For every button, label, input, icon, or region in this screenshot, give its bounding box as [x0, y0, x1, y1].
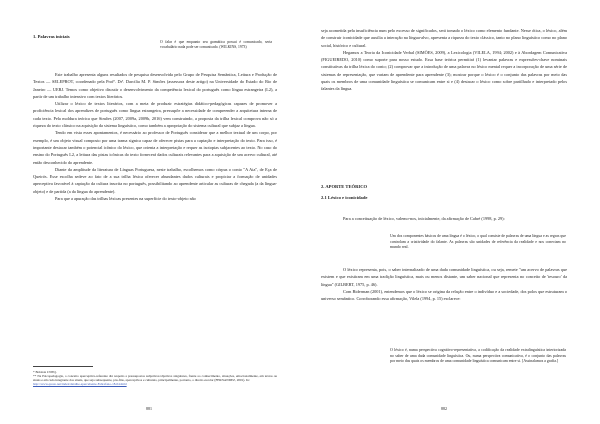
subsection-heading: 2.1 Léxico e iconicidade	[321, 195, 368, 201]
footnote: * Bolsista CNPQ.	[33, 370, 57, 374]
footnote: ** Na Psicopedagogia, o conceito aperceptiva-referente diz respeito a pressupostos subjetivos/objetivos singulares, frente ao conhecimento, situações, emocionalmente, em textos ou sinais e em cada integrante dos sinais, que seja subsequente, pós-fins, aperceptivos e culturais, principalmente, portanto, o direito escolar (FERNANDEZ, 2001). In:	[33, 374, 277, 383]
footnote-link[interactable]: http://www.quoto.net/index/detalhe-apercebente-Fabrafano-18-04.html	[33, 382, 127, 387]
right-intro	[321, 27, 567, 93]
paragraph: Com Biderman (2001), entendemos que o léxico se origina da relação entre o indivíduo e a sociedade, dos polos que estruturam o universo semântico. Corroborando essa afirmação, Vilela (1994, p. 15) esclarece:	[321, 288, 567, 302]
right-page	[300, 0, 600, 424]
epigraph: O falar é que enquanto seu gramática possui é comunicado, seria vocabulário nada pode ser comunicado. (WILKINS, 1973)	[160, 40, 272, 49]
footnote-rule	[33, 366, 93, 367]
paragraph: Utilizar o léxico de textos literários, com a meta de produzir estratégias didático-pedagógicas capazes de promover a proficiência lexical dos aprendizes de português como língua estrangeira, pressupõe a necessidade de compreender a arquitetura interna de cada texto. Pela moldura teórica que Simões (2007, 2009a, 2009b, 2016) vem construindo, a proposta da trilha lexical comprova não só a riqueza do texto clássico na aquisição da sistema linguístico, como também a apropriação do sistema cultural que subjaz a língua.	[33, 101, 277, 129]
paragraph: Tendo em vista esses apontamentos, é necessário ao professor de Português considerar que a melhor textual de um corpo, por exemplo, é um objeto visual composto por uma trama signica capaz de oferecer pistas para a captação e interpretação do texto. Para isso, é importante destacar também o potencial icônico do léxico, que orienta a interpretação e requer as isotopias subjacentes ao texto. No caso do ensino do Português L2, a leitura das pistas icônicas do texto fornecerá dados culturais relevantes para a aquisição de um acervo cultural, até então desconhecido do aprendente.	[33, 130, 277, 165]
right-middle	[321, 266, 567, 302]
right-headings	[321, 183, 567, 202]
paragraph: Para que a apuração das trilhas léxicas presentes na superfície do texto-objeto não	[55, 196, 196, 202]
left-body	[33, 71, 277, 202]
paragraph: Hegamos a Teoria da Iconicidade Verbal (SIMÕES, 2009), a Lexicologia (VILELA, 1994; 2002) e à Abordagem Comunicativa (FIGUEIREDO, 2010) como suporte para nosso estudo. Essa base teórica permitirá (1) levantar palavras e expressões-chave nominais constitutivas da trilha léxica do conto; (2) comprovar que a introdução de uma palavra no léxico mental requer a incorporação de uma série de sistemas de representação, que variam de aprendente para aprendente (3); mostrar porque o léxico é o conjunto das palavras por meio das quais os membros de uma comunidade linguística se comunicam entre si e (4) destacar o léxico como sobre partilhado e interpretado pelos falantes da língua.	[321, 49, 567, 92]
right-para-quote1	[321, 215, 567, 222]
block-quote: O léxico é, numa perspectiva cognitivo-representativa, a codificação da realidade extralinguística interiorizada no saber de uma dada comunidade linguística. Ou, numa perspectiva comunicativa, é o conjunto das palavras por meio das quais os membros de uma comunidade linguística comunicam entre si. [Assinalamos a grafia.]	[390, 348, 566, 364]
paragraph: seja acometida pela insuficiência num pelo excesso de significados, será tomado o léxico como elemento fundante. Nesse ótica, o léxico, além de construir iconicidade que auxilia a interação na língua-alvo, apresenta a riqueza do texto clássico, tanto no plano linguístico como no plano social, histórico e cultural.	[321, 28, 567, 48]
paragraph: Para a conceituação de léxico, valemo-nos, inicialmente, da afirmação de Cabré (1998, p. 29):	[343, 216, 505, 221]
footnotes	[33, 370, 277, 386]
block-quote: Um dos componentes básicos de uma língua é o léxico, o qual consiste de palavras de uma língua e as regras que controlam a criatividade do falante. As palavras são unidades de referência da realidade e nos conectam no mundo real.	[390, 234, 566, 250]
paragraph: Diante da amplitude da literatura de Línguas Portuguesa, neste trabalho, escolhemos como córpus o conto "A Aia", de Eça de Queirós. Esse escolha sedeve ao fato de a sua trilha léxica oferecer abundantes dados culturais e propiciar a formação de unidades aperceptiva favorável à captação da cultura inscrita no português, possibilitando ao aprendente articular as culturas de chegada (a da língua-objeto) e de partida (a da língua do aprendente).	[33, 166, 277, 194]
page-number-right: 882	[441, 406, 447, 411]
page-number-left: 881	[146, 406, 152, 411]
section-heading: 2. APORTE TEÓRICO	[321, 184, 368, 189]
section-heading: 1. Palavras iniciais	[33, 34, 70, 39]
paragraph: O léxico representa, pois, o saber internalizado de uma dada comunidade linguística, ou seja, remete "um acervo de palavras que existem e que existiram em uma tradição linguística, mais ou menos distante, um saber nacional que representa no conceito de 'tesouro' da língua" (GILBERT, 1975, p. 46).	[321, 267, 567, 287]
paragraph: Este trabalho apresenta alguns resultados de pesquisa desenvolvida pelo Grupo de Pesquisa Semântica, Leitura e Produção de Textos — SELEPROT, coordenado pela Profª. Drª. Darcilia M. P. Simões (assessora deste artigo) na Universidade do Estado do Rio de Janeiro — UERJ. Temos como objetivo discutir o desenvolvimento da competência lexical do português como língua estrangeira (L2), a partir de um trabalho intensivo com textos literários.	[33, 72, 277, 99]
